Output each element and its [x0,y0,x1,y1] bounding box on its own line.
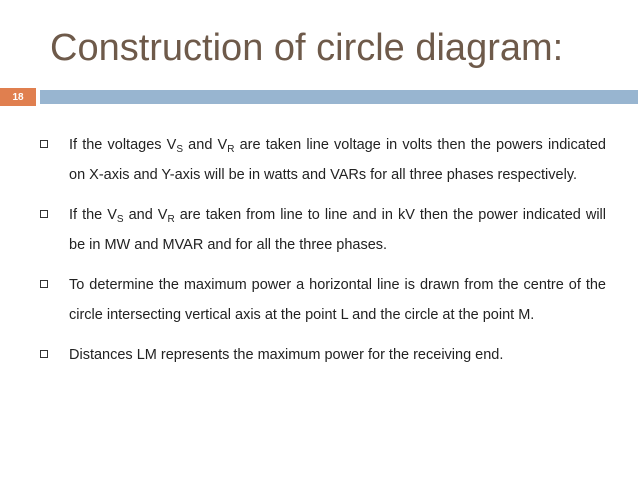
bullet-item [40,270,606,330]
slide-number: 18 [0,88,36,106]
square-bullet-icon [40,280,48,288]
bullet-item [40,200,606,260]
header-accent-bar [40,90,638,104]
bullet-text: If the $V_S$ and $V_R$ are taken from line to line and in kV then the power indicated will be in MW and MVAR and for all the three phases. [69,207,607,253]
slide-content [40,130,606,380]
bullet-text: Distances LM represents the maximum power for the receiving end. [69,347,504,363]
square-bullet-icon [40,140,48,148]
square-bullet-icon [40,350,48,358]
header-bar [0,88,638,106]
bullet-item [40,130,606,190]
slide-title: Construction of circle diagram: [50,27,564,69]
bullet-item [40,340,606,370]
bullet-text: If the voltages $V_S$ and $V_R$ are taken line voltage in volts then the powers indicated on X-axis and Y-axis will be in watts and VARs for all three phases respectively. [69,137,606,183]
bullet-text: To determine the maximum power a horizontal line is drawn from the centre of the circle intersecting vertical axis at the point L and the circle at the point M. [69,277,606,323]
square-bullet-icon [40,210,48,218]
